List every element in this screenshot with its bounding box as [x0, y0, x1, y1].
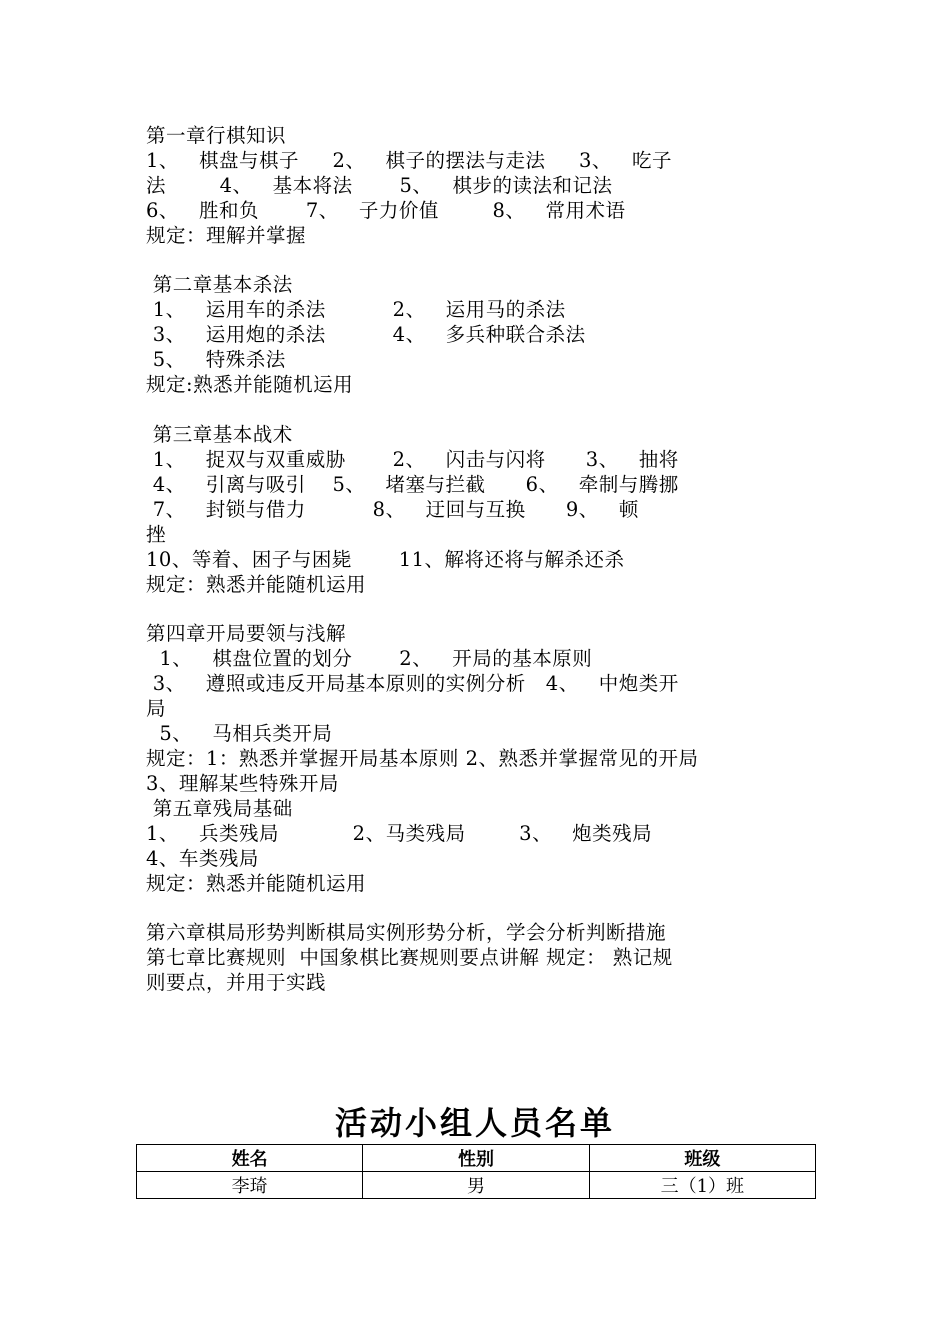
chapter1-items-line3: 6、 胜和负 7、 子力价值 8、 常用术语 — [146, 199, 626, 222]
roster-header-gender: 性别 — [363, 1145, 589, 1172]
chapter3-heading: 第三章基本战术 — [146, 423, 293, 446]
chapter7-line1: 第七章比赛规则 中国象棋比赛规则要点讲解 规定： 熟记规 — [146, 946, 673, 969]
chapter4-items-line2: 3、 遵照或违反开局基本原则的实例分析 4、 中炮类开 — [146, 672, 679, 695]
chapter4-items-line3: 局 — [146, 697, 167, 720]
chapter1-requirement: 规定：理解并掌握 — [146, 224, 307, 247]
chapter5-items-line1: 1、 兵类残局 2、马类残局 3、 炮类残局 — [146, 822, 653, 845]
chapter4-items-line1: 1、 棋盘位置的划分 2、 开局的基本原则 — [146, 647, 593, 670]
chapter1-heading: 第一章行棋知识 — [146, 124, 287, 147]
chapter6-line: 第六章棋局形势判断棋局实例形势分析，学会分析判断措施 — [146, 921, 667, 944]
chapter4-items-line4: 5、 马相兵类开局 — [146, 722, 333, 745]
chapter2-requirement: 规定:熟悉并能随机运用 — [146, 373, 354, 396]
chapter4-requirement-line1: 规定：1：熟悉并掌握开局基本原则 2、熟悉并掌握常见的开局 — [146, 747, 699, 770]
chapter2-items-line2: 3、 运用炮的杀法 4、 多兵种联合杀法 — [146, 323, 586, 346]
chapter5-items-line2: 4、车类残局 — [146, 847, 259, 870]
roster-title: 活动小组人员名单 — [334, 1104, 615, 1142]
roster-header-class: 班级 — [589, 1145, 815, 1172]
chapter3-requirement: 规定：熟悉并能随机运用 — [146, 573, 367, 596]
roster-cell-gender: 男 — [363, 1172, 589, 1199]
chapter5-heading: 第五章残局基础 — [146, 797, 293, 820]
chapter2-items-line3: 5、 特殊杀法 — [146, 348, 286, 371]
chapter5-requirement: 规定：熟悉并能随机运用 — [146, 872, 367, 895]
chapter1-items-line1: 1、 棋盘与棋子 2、 棋子的摆法与走法 3、 吃子 — [146, 149, 672, 172]
roster-cell-class: 三（1）班 — [589, 1172, 815, 1199]
chapter1-items-line2: 法 4、 基本将法 5、 棋步的读法和记法 — [146, 174, 613, 197]
chapter3-items-line5: 10、等着、困子与困毙 11、解将还将与解杀还杀 — [146, 548, 625, 571]
chapter7-line2: 则要点，并用于实践 — [146, 971, 327, 994]
roster-table — [136, 1144, 816, 1199]
roster-header-row — [137, 1145, 816, 1172]
chapter4-heading: 第四章开局要领与浅解 — [146, 622, 347, 645]
chapter2-items-line1: 1、 运用车的杀法 2、 运用马的杀法 — [146, 298, 566, 321]
roster-header-name: 姓名 — [137, 1145, 363, 1172]
chapter3-items-line3: 7、 封锁与借力 8、 迂回与互换 9、 顿 — [146, 498, 639, 521]
chapter3-items-line1: 1、 捉双与双重威胁 2、 闪击与闪将 3、 抽将 — [146, 448, 679, 471]
table-row — [137, 1172, 816, 1199]
chapter2-heading: 第二章基本杀法 — [146, 273, 293, 296]
chapter3-items-line2: 4、 引离与吸引 5、 堵塞与拦截 6、 牵制与腾挪 — [146, 473, 679, 496]
chapter4-requirement-line2: 3、理解某些特殊开局 — [146, 772, 339, 795]
chapter3-items-line4: 挫 — [146, 523, 167, 546]
roster-cell-name: 李琦 — [137, 1172, 363, 1199]
